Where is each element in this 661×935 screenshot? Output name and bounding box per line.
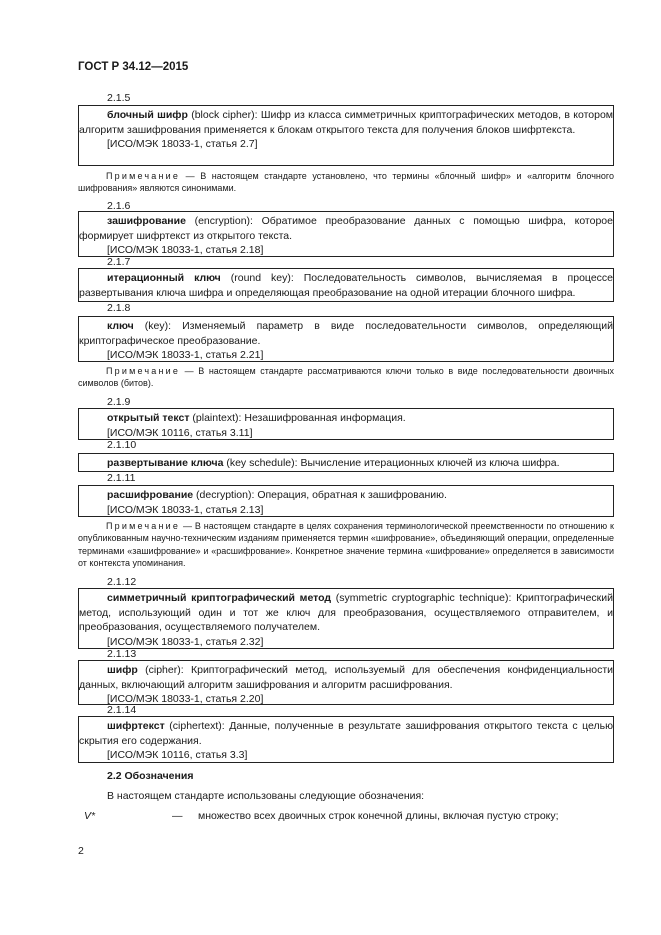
term-source: [ИСО/МЭК 18033-1, статья 2.21] <box>107 349 264 362</box>
term-name: развертывание ключа <box>107 457 224 469</box>
term-entry <box>78 716 614 763</box>
term-entry <box>78 453 614 472</box>
term-english: (round key): <box>220 272 304 284</box>
term-name: ключ <box>107 320 134 332</box>
term-name: зашифрование <box>107 215 186 227</box>
term-number: 2.1.8 <box>107 302 131 314</box>
term-name: шифр <box>107 664 138 676</box>
term-entry <box>78 211 614 257</box>
term-number: 2.1.11 <box>107 472 136 484</box>
term-definition: Незашифрованная информация. <box>244 412 406 424</box>
term-source: [ИСО/МЭК 10116, статья 3.3] <box>107 749 248 762</box>
term-english: (symmetric cryptographic technique): <box>331 592 517 604</box>
note <box>78 365 614 390</box>
term-english: (cipher): <box>137 664 191 676</box>
term-definition: Вычисление итерационных ключей из ключа шифра. <box>300 457 560 469</box>
term-source: [ИСО/МЭК 10116, статья 3.11] <box>107 426 253 439</box>
term-name: блочный шифр <box>107 109 188 121</box>
term-name: открытый текст <box>107 412 190 424</box>
note-text: — В настоящем стандарте установлено, что термины «блочный шифр» и «алгоритм блочного шифрования» являются синонимами. <box>78 171 614 194</box>
term-number: 2.1.14 <box>107 704 137 716</box>
term-english: (key schedule): <box>223 457 301 469</box>
term-definition: Обратимое преобразование данных с помощью шифра, которое формирует шифртекст из открытого текста. <box>79 215 613 242</box>
term-number: 2.1.13 <box>107 648 137 660</box>
term-entry <box>78 105 614 166</box>
term-definition: Криптографический метод, используемый для обеспечения конфиденциальности данных, включающий алгоритм зашифрования и алгоритм расшифрования. <box>79 664 614 691</box>
term-entry <box>78 268 614 302</box>
term-source: [ИСО/МЭК 18033-1, статья 2.32] <box>107 635 264 648</box>
term-number: 2.1.7 <box>107 256 131 268</box>
term-source: [ИСО/МЭК 18033-1, статья 2.13] <box>107 503 264 516</box>
note <box>78 520 614 569</box>
section-title: 2.2 Обозначения <box>107 770 194 782</box>
term-definition: Операция, обратная к зашифрованию. <box>257 489 447 501</box>
term-name: симметричный криптографический метод <box>107 592 332 604</box>
symbol: V* <box>84 810 96 822</box>
note-text: — В настоящем стандарте рассматриваются ключи только в виде последовательности двоичных символов (битов). <box>78 366 614 389</box>
term-number: 2.1.9 <box>107 396 131 408</box>
note-label: Примечание <box>106 521 181 531</box>
term-definition: Криптографический метод, использующий один и тот же ключ для преобразования, осуществляемого отправителем, и преобразования, осуществляемого получателем. <box>79 592 613 634</box>
term-entry <box>78 485 614 517</box>
note-label: Примечание <box>106 171 181 181</box>
term-number: 2.1.10 <box>107 439 137 451</box>
term-entry <box>78 660 614 705</box>
document-header: ГОСТ Р 34.12—2015 <box>78 61 189 73</box>
symbol-dash: — <box>172 810 183 822</box>
term-english: (ciphertext): <box>164 720 230 732</box>
term-number: 2.1.6 <box>107 200 131 212</box>
term-english: (block cipher): <box>187 109 261 121</box>
term-source: [ИСО/МЭК 18033-1, статья 2.7] <box>107 138 258 151</box>
term-entry <box>78 408 614 440</box>
section-intro: В настоящем стандарте использованы следующие обозначения: <box>107 790 425 802</box>
term-english: (encryption): <box>185 215 262 227</box>
term-english: (key): <box>133 320 183 332</box>
note-label: Примечание <box>106 366 181 376</box>
term-number: 2.1.5 <box>107 92 131 104</box>
term-name: шифртекст <box>107 720 165 732</box>
page-number: 2 <box>78 845 84 857</box>
note <box>78 170 614 195</box>
term-source: [ИСО/МЭК 18033-1, статья 2.18] <box>107 244 264 257</box>
term-definition: Данные, полученные в результате зашифрования открытого текста с целью скрытия его содержания. <box>79 720 613 747</box>
term-name: расшифрование <box>107 489 194 501</box>
term-definition: Шифр из класса симметричных криптографических методов, в котором алгоритм зашифрования применяется к блокам открытого текста для получения блоков шифртекста. <box>79 109 613 136</box>
term-definition: Изменяемый параметр в виде последовательности символов, определяющий криптографическое преобразование. <box>79 320 613 347</box>
term-english: (plaintext): <box>189 412 245 424</box>
term-name: итерационный ключ <box>107 272 221 284</box>
note-text: — В настоящем стандарте в целях сохранения терминологической преемственности по отношению к опубликованным научно-техническим изданиям применяется термин «шифрование», объединяющий операции, определенные терминами «зашифрование» и «расшифрование». Конкретное значение термина «шифрование» определяется в зависимости от контекста упоминания. <box>78 521 614 568</box>
term-entry <box>78 316 614 362</box>
term-number: 2.1.12 <box>107 576 137 588</box>
term-english: (decryption): <box>193 489 258 501</box>
term-source: [ИСО/МЭК 18033-1, статья 2.20] <box>107 693 264 706</box>
symbol-description: множество всех двоичных строк конечной длины, включая пустую строку; <box>198 810 559 822</box>
term-definition: Последовательность символов, вычисляемая в процессе развертывания ключа шифра и определяющая преобразование на одной итерации блочного шифра. <box>79 272 613 299</box>
term-entry <box>78 588 614 649</box>
